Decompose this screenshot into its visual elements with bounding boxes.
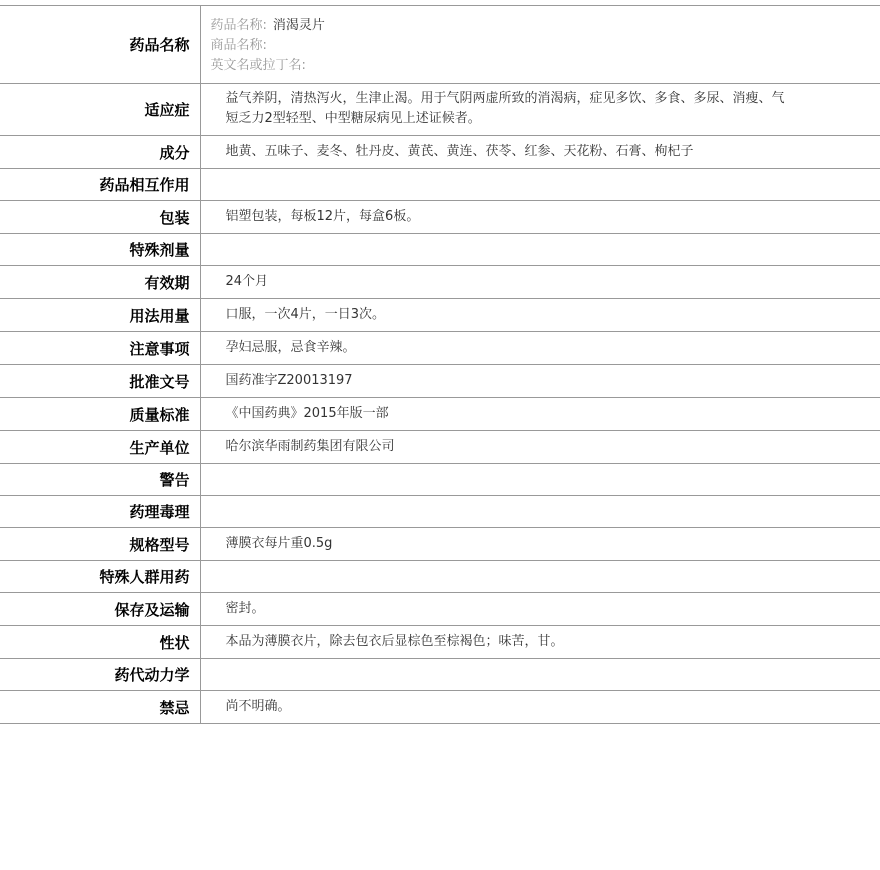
- info-row-pharmacology: [0, 496, 880, 528]
- info-row-storage: [0, 593, 880, 626]
- row-value-approval-number: 国药准字Z20013197: [225, 373, 353, 388]
- generic-name-label: 药品名称:: [210, 17, 267, 33]
- info-row-packaging: [0, 201, 880, 234]
- row-value-warning: [200, 464, 880, 496]
- row-value-contraindications: 尚不明确。: [225, 699, 291, 714]
- row-value-description: 本品为薄膜衣片，除去包衣后显棕色至棕褐色；味苦，甘。: [225, 634, 564, 649]
- row-label-contraindications: 禁忌: [0, 691, 200, 724]
- row-label-specification: 规格型号: [0, 528, 200, 561]
- row-label-precautions: 注意事项: [0, 332, 200, 365]
- row-value-manufacturer: 哈尔滨华雨制药集团有限公司: [225, 439, 395, 454]
- row-label-packaging: 包装: [0, 201, 200, 234]
- row-label-shelf-life: 有效期: [0, 266, 200, 299]
- row-value-dosage: 口服，一次4片，一日3次。: [225, 307, 386, 322]
- row-label-manufacturer: 生产单位: [0, 431, 200, 464]
- row-label-pharmacokinetics: 药代动力学: [0, 659, 200, 691]
- drug-name-row: [0, 6, 880, 84]
- row-value-packaging: 铝塑包装，每板12片，每盒6板。: [225, 209, 420, 224]
- trade-name-line: [211, 36, 871, 56]
- info-row-interactions: [0, 169, 880, 201]
- row-value-interactions: [200, 169, 880, 201]
- row-value-precautions: 孕妇忌服，忌食辛辣。: [225, 340, 356, 355]
- generic-name-value: 消渴灵片: [272, 17, 325, 33]
- row-label-pharmacology: 药理毒理: [0, 496, 200, 528]
- info-row-indication: [0, 84, 880, 136]
- row-label-interactions: 药品相互作用: [0, 169, 200, 201]
- info-row-pharmacokinetics: [0, 659, 880, 691]
- info-row-shelf-life: [0, 266, 880, 299]
- drug-name-cell: [200, 6, 880, 84]
- info-row-special-dosage: [0, 234, 880, 266]
- row-value-ingredients: 地黄、五味子、麦冬、牡丹皮、黄芪、黄连、茯苓、红参、天花粉、石膏、枸杞子: [225, 144, 694, 159]
- latin-name-label: 英文名或拉丁名:: [210, 57, 306, 73]
- generic-name-line: [211, 16, 871, 36]
- row-value-indication: 益气养阴，清热泻火，生津止渴。用于气阴两虚所致的消渴病，症见多饮、多食、多尿、消瘦、气短乏力2型轻型、中型糖尿病见上述证候者。: [225, 91, 785, 126]
- row-value-storage: 密封。: [225, 601, 265, 616]
- info-row-quality-standard: [0, 398, 880, 431]
- row-value-special-populations: [200, 561, 880, 593]
- row-label-description: 性状: [0, 626, 200, 659]
- drug-info-table: [0, 5, 880, 724]
- row-value-specification: 薄膜衣每片重0.5g: [225, 536, 333, 551]
- info-row-contraindications: [0, 691, 880, 724]
- latin-name-line: [211, 56, 871, 76]
- drug-name-header: 药品名称: [0, 6, 200, 84]
- info-row-warning: [0, 464, 880, 496]
- info-row-ingredients: [0, 136, 880, 169]
- info-row-approval-number: [0, 365, 880, 398]
- row-label-dosage: 用法用量: [0, 299, 200, 332]
- info-row-dosage: [0, 299, 880, 332]
- row-value-special-dosage: [200, 234, 880, 266]
- row-label-special-populations: 特殊人群用药: [0, 561, 200, 593]
- row-value-pharmacology: [200, 496, 880, 528]
- info-row-manufacturer: [0, 431, 880, 464]
- row-label-special-dosage: 特殊剂量: [0, 234, 200, 266]
- row-label-approval-number: 批准文号: [0, 365, 200, 398]
- trade-name-label: 商品名称:: [210, 37, 267, 53]
- info-row-description: [0, 626, 880, 659]
- info-row-precautions: [0, 332, 880, 365]
- row-label-quality-standard: 质量标准: [0, 398, 200, 431]
- info-row-specification: [0, 528, 880, 561]
- row-label-warning: 警告: [0, 464, 200, 496]
- row-value-pharmacokinetics: [200, 659, 880, 691]
- row-label-ingredients: 成分: [0, 136, 200, 169]
- row-value-shelf-life: 24个月: [225, 274, 269, 289]
- row-label-storage: 保存及运输: [0, 593, 200, 626]
- info-row-special-populations: [0, 561, 880, 593]
- row-value-quality-standard: 《中国药典》2015年版一部: [225, 406, 389, 421]
- row-label-indication: 适应症: [0, 84, 200, 136]
